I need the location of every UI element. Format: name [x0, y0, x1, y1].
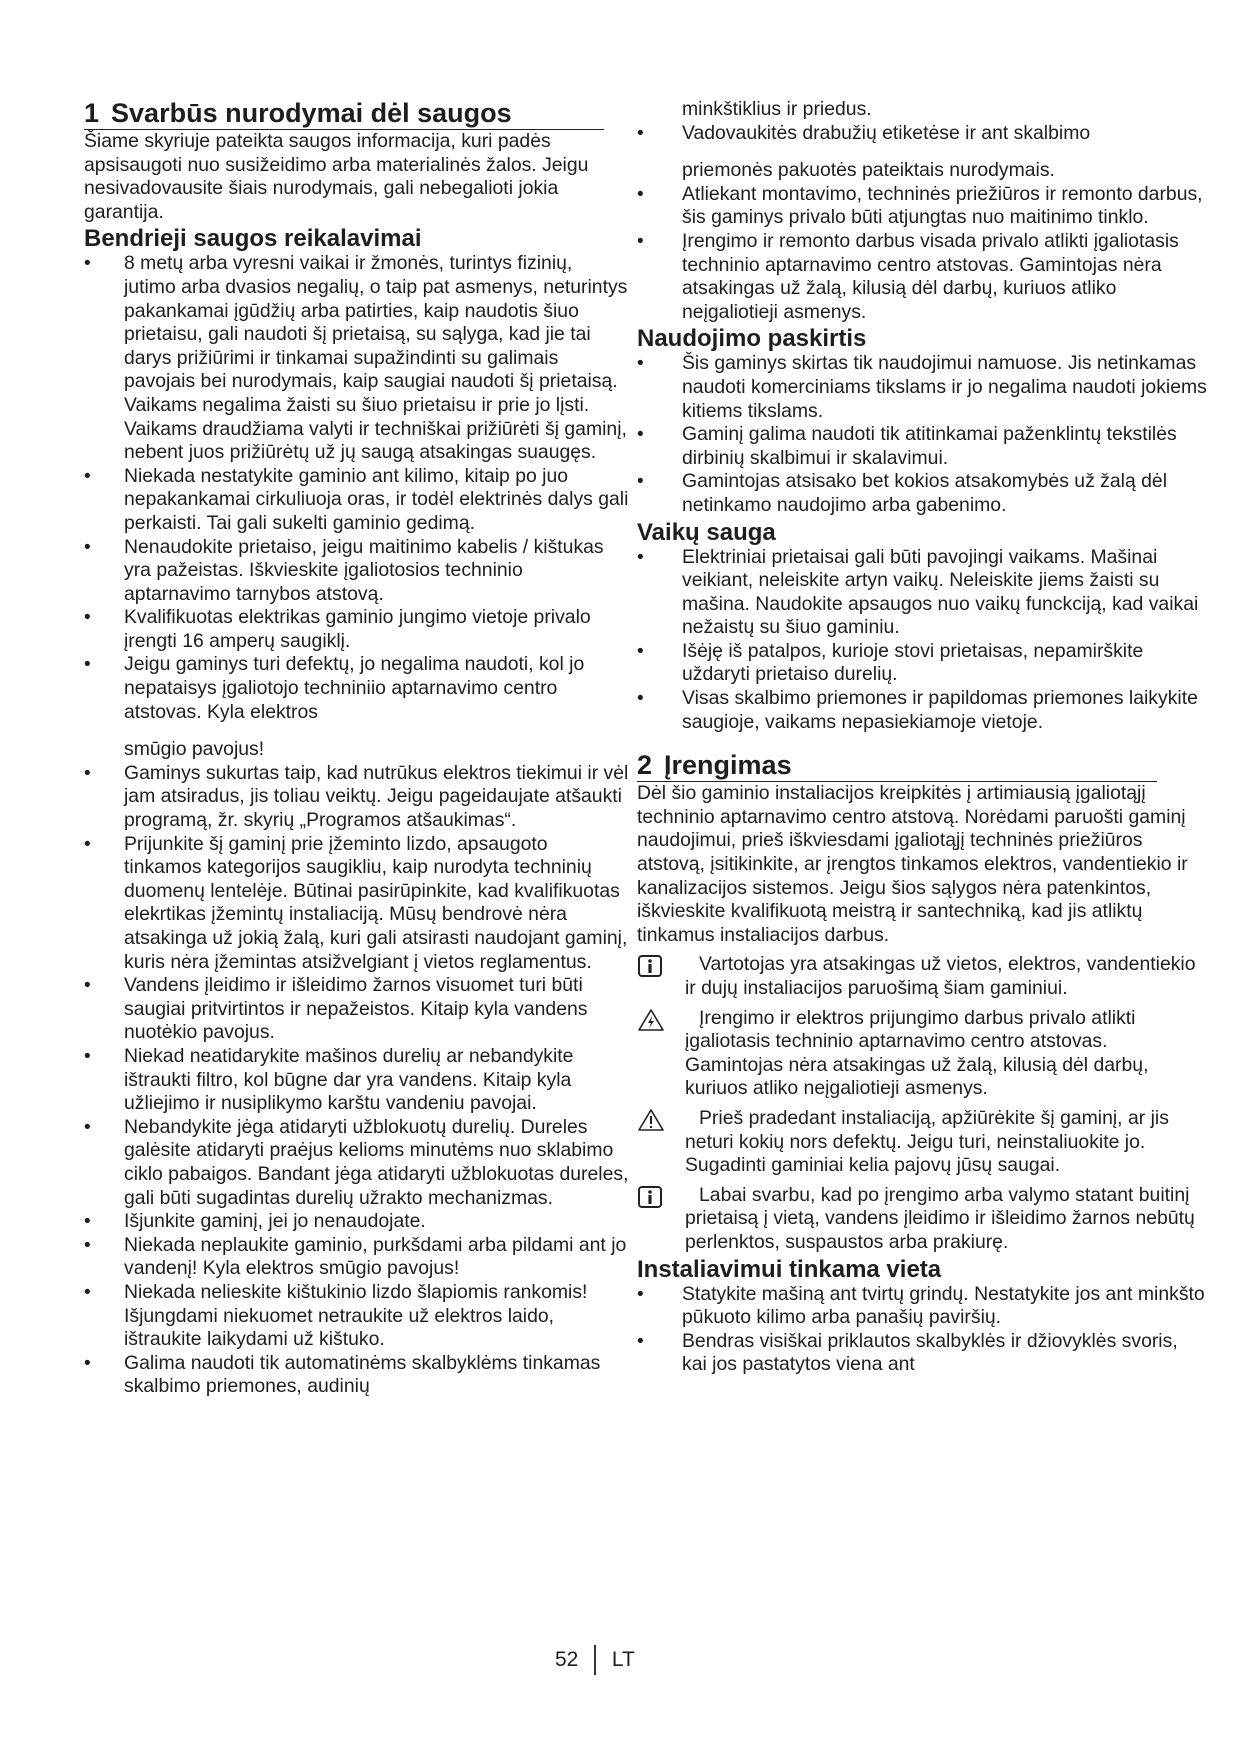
location-bullet-list	[637, 1283, 1207, 1377]
warning-note	[637, 1107, 1207, 1178]
chapter-title: Įrengimas	[664, 750, 792, 781]
list-item: • Vadovaukitės drabužių etiketėse ir ant skalbimo	[637, 122, 1207, 146]
right-column	[637, 98, 1207, 1377]
list-item: • Gamintojas atsisako bet kokios atsakomybės už žalą dėl netinkamo naudojimo arba gabenimo.	[637, 470, 1207, 517]
list-item: • Gaminį galima naudoti tik atitinkamai paženklintų tekstilės dirbinių skalbimui ir skalavimui.	[637, 423, 1207, 470]
chapter-intro: Šiame skyriuje pateikta saugos informacija, kuri padės apsisaugoti nuo susižeidimo arba materialinės žalos. Jeigu nesivadovausite šiais nurodymais, gali nebegalioti jokia garantija.	[84, 130, 589, 223]
note-text: Įrengimo ir elektros prijungimo darbus privalo atlikti įgaliotasis techninio aptarnavimo centro atstovas. Gamintojas nėra atsakingas už žalą, kilusią dėl darbų, kuriuos atliko neįgaliotieji asmenys.	[685, 1006, 1149, 1100]
language-code: LT	[611, 1648, 635, 1671]
list-item: • Išjunkite gaminį, jei jo nenaudojate.	[84, 1210, 629, 1234]
list-item: • 8 metų arba vyresni vaikai ir žmonės, turintys fizinių, jutimo arba dvasios negalių, o taip pat asmenys, neturintys pakankamai įgūdžių arba patirties, kaip naudotis šiuo prietaisu, gali naudoti šį prietaisą, su sąlyga, kad jie tai darys prižiūrimi ir tinkamai supažindinti su galimais pavojais bei nurodymais, kaip saugiai naudoti šį prietaisą. Vaikams negalima žaisti su šiuo prietaisu ir prie jo lįsti. Vaikams draudžiama valyti ir techniškai prižiūrėti šį gaminį, nebent juos prižiūrėtų už jų saugą atsakingas suaugęs.	[84, 252, 629, 464]
note-text: Labai svarbu, kad po įrengimo arba valymo statant buitinį prietaisą į vietą, vandens įleidimo ir išleidimo žarnos nebūtų perlenktos, suspaustos arba prakiurę.	[685, 1183, 1195, 1253]
list-item: • Niekada neplaukite gaminio, purkšdami arba pildami ant jo vandenį! Kyla elektros smūgio pavojus!	[84, 1234, 629, 1281]
list-item: • Nenaudokite prietaiso, jeigu maitinimo kabelis / kištukas yra pažeistas. Iškvieskite įgaliotosios techninio aptarnavimo tarnybos atstovą.	[84, 536, 629, 607]
list-item: • Kvalifikuotas elektrikas gaminio jungimo vietoje privalo įrengti 16 amperų saugiklį.	[84, 606, 629, 653]
list-item-continuation: minkštiklius ir priedus.	[682, 98, 872, 120]
note-text: Vartotojas yra atsakingas už vietos, elektros, vandentiekio ir dujų instaliacijos paruošimą šiam gaminiui.	[685, 953, 1196, 999]
list-item: • Įrengimo ir remonto darbus visada privalo atlikti įgaliotasis techninio aptarnavimo centro atstovas. Gamintojas nėra atsakingas už žalą, kilusią dėl darbų, kuriuos atliko neįgaliotieji asmenys.	[637, 230, 1207, 324]
list-item: • Prijunkite šį gaminį prie įžeminto lizdo, apsaugoto tinkamos kategorijos saugikliu, kaip nurodyta techninių duomenų lentelėje. Būtinai pasirūpinkite, kad kvalifikuotas elekrtikas įžemintų instaliaciją. Mūsų bendrovė nėra atsakinga už jokią žalą, kuri gali atsirasti naudojant gaminį, kuris nėra įžemintas atsižvelgiant į vietos reglamentus.	[84, 833, 629, 975]
chapter-number: 1	[84, 98, 100, 128]
list-item: • Statykite mašiną ant tvirtų grindų. Nestatykite jos ant minkšto pūkuoto kilimo arba panašių paviršių.	[637, 1283, 1207, 1330]
page-footer	[555, 1645, 635, 1675]
maintenance-bullet-list	[637, 183, 1207, 325]
list-item-continuation: priemonės pakuotės pateiktais nurodymais.	[682, 159, 1055, 182]
section-heading-intended-use: Naudojimo paskirtis	[637, 325, 867, 353]
info-icon	[637, 954, 665, 978]
list-item: • Išėję iš patalpos, kurioje stovi prietaisas, nepamirškite uždaryti prietaiso durelių.	[637, 640, 1207, 687]
chapter-title: Svarbūs nurodymai dėl saugos	[111, 98, 512, 128]
electric-warning-icon	[637, 1008, 665, 1032]
list-item: • Niekada nestatykite gaminio ant kilimo, kitaip po juo nepakankamai cirkuliuoja oras, ir todėl elektrinės dalys gali perkaisti. Tai gali sukelti gaminio gedimą.	[84, 465, 629, 536]
chapter-1-heading	[84, 98, 604, 130]
warning-icon	[637, 1108, 665, 1132]
footer-divider	[594, 1645, 596, 1675]
note-text: Prieš pradedant instaliaciją, apžiūrėkite šį gaminį, ar jis neturi kokių nors defektų. Jeigu turi, neinstaliuokite jo. Sugadinti gaminiai kelia pajovų jūsų saugai.	[685, 1106, 1169, 1177]
list-item: • Gaminys sukurtas taip, kad nutrūkus elektros tiekimui ir vėl jam atsiradus, jis toliau veiktų. Jeigu pageidaujate atšaukti programą, žr. skyrių „Programos atšaukimas“.	[84, 762, 629, 833]
list-item: • Atliekant montavimo, techninės priežiūros ir remonto darbus, šis gaminys privalo būti atjungtas nuo maitinimo tinklo.	[637, 183, 1207, 230]
list-item-continuation: smūgio pavojus!	[124, 738, 265, 761]
detergent-bullet-list	[637, 122, 1207, 146]
intended-use-bullet-list	[637, 352, 1207, 517]
list-item: • Visas skalbimo priemones ir papildomas priemones laikykite saugioje, vaikams nepasiekiamoje vietoje.	[637, 687, 1207, 734]
chapter-intro: Dėl šio gaminio instaliacijos kreipkitės į artimiausią įgaliotąjį techninio aptarnavimo centro atstovą. Norėdami paruošti gaminį naudojimui, prieš iškviesdami įgaliotąjį techninės priežiūros atstovą, įsitikinkite, ar įrengtos tinkamos elektros, vandentiekio ir kanalizacijos sistemos. Jeigu šios sąlygos nėra patenkintos, iškvieskite kvalifikuotą meistrą ir santechniką, kad jis atliktų tinkamus instaliacijos darbus.	[637, 782, 1188, 946]
info-note	[637, 1184, 1207, 1255]
section-heading-installation-location: Instaliavimui tinkama vieta	[637, 1255, 942, 1283]
section-heading-general-safety: Bendrieji saugos reikalavimai	[84, 225, 422, 253]
list-item: • Jeigu gaminys turi defektų, jo negalima naudoti, kol jo nepataisys įgaliotojo techniniio aptarnavimo centro atstovas. Kyla elektros	[84, 653, 629, 724]
list-item: • Galima naudoti tik automatinėms skalbyklėms tinkamas skalbimo priemones, audinių	[84, 1352, 629, 1399]
safety-bullet-list	[84, 252, 629, 724]
child-safety-bullet-list	[637, 546, 1207, 735]
left-column	[84, 98, 629, 1399]
list-item: • Niekad neatidarykite mašinos durelių ar nebandykite ištraukti filtro, kol būgne dar yra vandens. Kitaip kyla užliejimo ir nusiplikymo karštu vandeniu pavojai.	[84, 1045, 629, 1116]
electric-warning-note	[637, 1007, 1207, 1101]
list-item: • Vandens įleidimo ir išleidimo žarnos visuomet turi būti saugiai pritvirtintos ir nepažeistos. Kitaip kyla vandens nuotėkio pavojus.	[84, 974, 629, 1045]
chapter-number: 2	[637, 750, 653, 781]
info-note	[637, 953, 1207, 1000]
page-number: 52	[555, 1648, 579, 1671]
info-icon	[637, 1185, 665, 1209]
list-item: • Niekada nelieskite kištukinio lizdo šlapiomis rankomis! Išjungdami niekuomet netraukite už elektros laido, ištraukite laikydami už kištuko.	[84, 1281, 629, 1352]
section-heading-child-safety: Vaikų sauga	[637, 518, 776, 546]
list-item: • Bendras visiškai priklautos skalbyklės ir džiovyklės svoris, kai jos pastatytos viena ant	[637, 1330, 1207, 1377]
chapter-2-heading	[637, 750, 1157, 782]
safety-bullet-list-cont	[84, 762, 629, 1399]
list-item: • Elektriniai prietaisai gali būti pavojingi vaikams. Mašinai veikiant, neleiskite artyn vaikų. Neleiskite jiems žaisti su mašina. Naudokite apsaugos nuo vaikų funckciją, kad vaikai nežaistų su šiuo gaminiu.	[637, 546, 1207, 640]
list-item: • Nebandykite jėga atidaryti užblokuotų durelių. Dureles galėsite atidaryti praėjus kelioms minutėms nuo sklabimo ciklo pabaigos. Bandant jėga atidaryti užblokuotas dureles, gali būti sugadintas durelių užrakto mechanizmas.	[84, 1116, 629, 1210]
list-item: • Šis gaminys skirtas tik naudojimui namuose. Jis netinkamas naudoti komerciniams tikslams ir jo negalima naudoti jokiems kitiems tikslams.	[637, 352, 1207, 423]
